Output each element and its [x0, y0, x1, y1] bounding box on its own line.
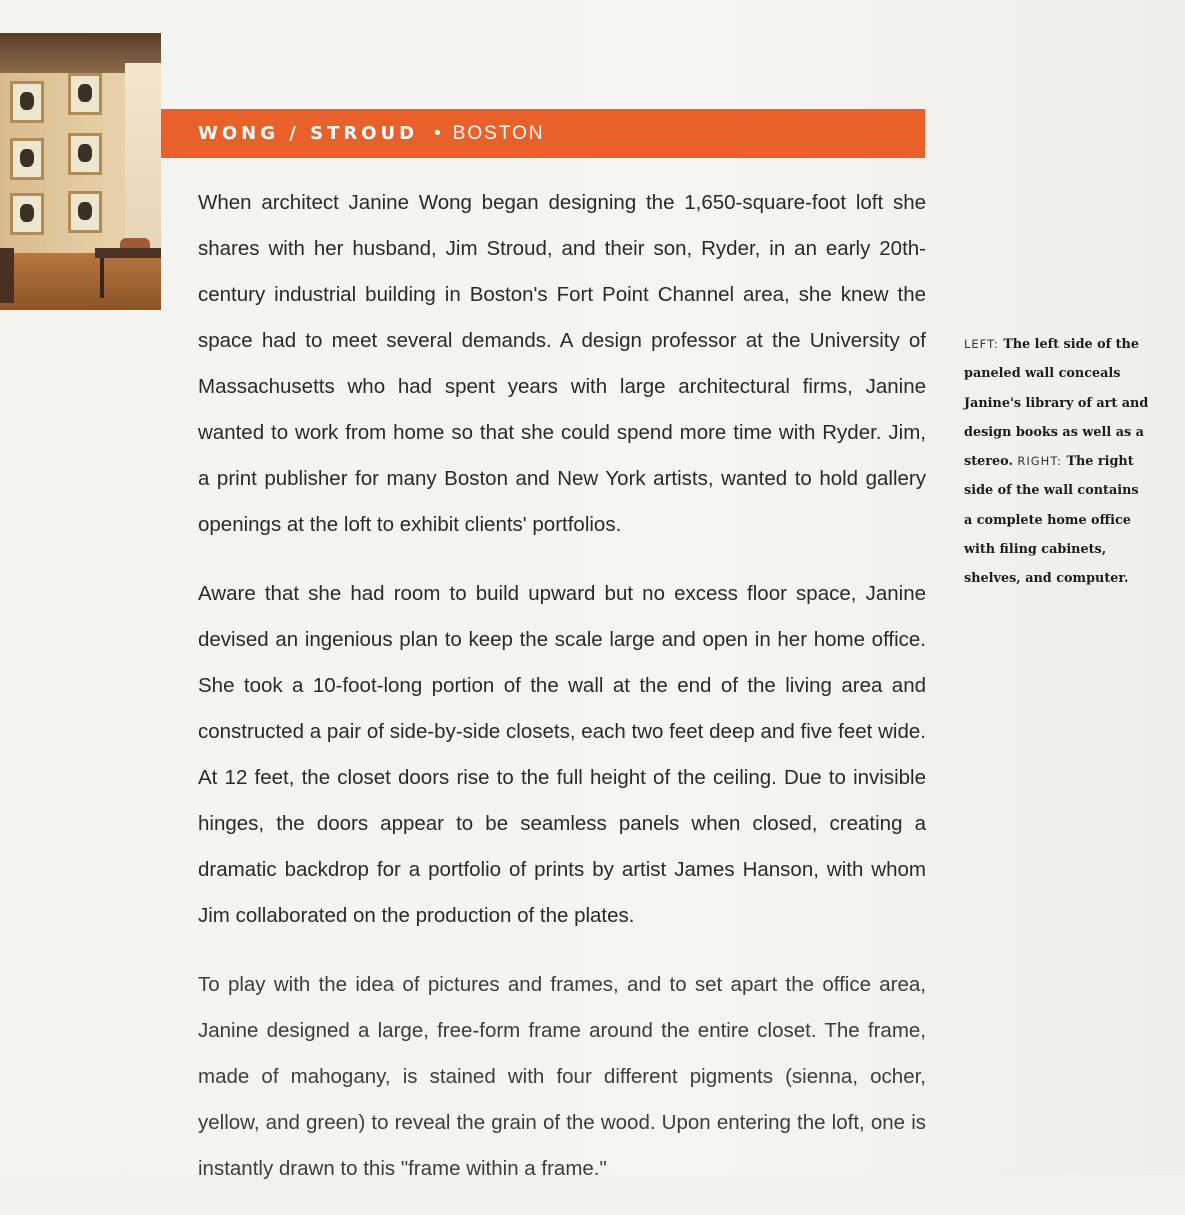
framed-print: [10, 81, 44, 123]
header-names: WONG / STROUD: [198, 123, 419, 144]
framed-print: [68, 133, 102, 175]
framed-print: [68, 191, 102, 233]
photo-caption: [964, 330, 1150, 594]
header-separator: •: [432, 123, 443, 144]
caption-left-text: The left side of the paneled wall conceals Janine's library of art and design books as well as a stereo.: [964, 337, 1149, 470]
caption-right-label: RIGHT:: [1017, 454, 1062, 469]
framed-print: [68, 73, 102, 115]
caption-left-label: LEFT:: [964, 337, 999, 351]
paragraph-3: To play with the idea of pictures and frames, and to set apart the office area, Janine designed a large, free-form frame around the entire closet. The frame, made of mahogany, is stained with four different pigments (sienna, ocher, yellow, and green) to reveal the grain of the wood. Upon entering the loft, one is instantly drawn to this "frame within a frame.": [198, 973, 926, 1180]
header-city: BOSTON: [452, 122, 545, 144]
paragraph-1: When architect Janine Wong began designing the 1,650-square-foot loft she shares with her husband, Jim Stroud, and their son, Ryder, in an early 20th-century industrial building in Boston's Fort Point Channel area, she knew the space had to meet several demands. A design professor at the University of Massachusetts who had spent years with large architectural firms, Janine wanted to work from home so that she could spend more time with Ryder. Jim, a print publisher for many Boston and New York artists, wanted to hold gallery openings at the loft to exhibit clients' portfolios.: [198, 191, 926, 536]
framed-print: [10, 138, 44, 180]
loft-photo-thumbnail: [0, 33, 161, 310]
framed-print: [10, 193, 44, 235]
article-body: [198, 180, 926, 1215]
section-header-band: [161, 109, 925, 158]
paragraph-2: Aware that she had room to build upward but no excess floor space, Janine devised an ingenious plan to keep the scale large and open in her home office. She took a 10-foot-long portion of the wall at the end of the living area and constructed a pair of side-by-side closets, each two feet deep and five feet wide. At 12 feet, the closet doors rise to the full height of the ceiling. Due to invisible hinges, the doors appear to be seamless panels when closed, creating a dramatic backdrop for a portfolio of prints by artist James Hanson, with whom Jim collaborated on the production of the plates.: [198, 582, 926, 927]
caption-right-text: The right side of the wall contains a complete home office with filing cabinets, shelves, and computer.: [964, 454, 1139, 587]
